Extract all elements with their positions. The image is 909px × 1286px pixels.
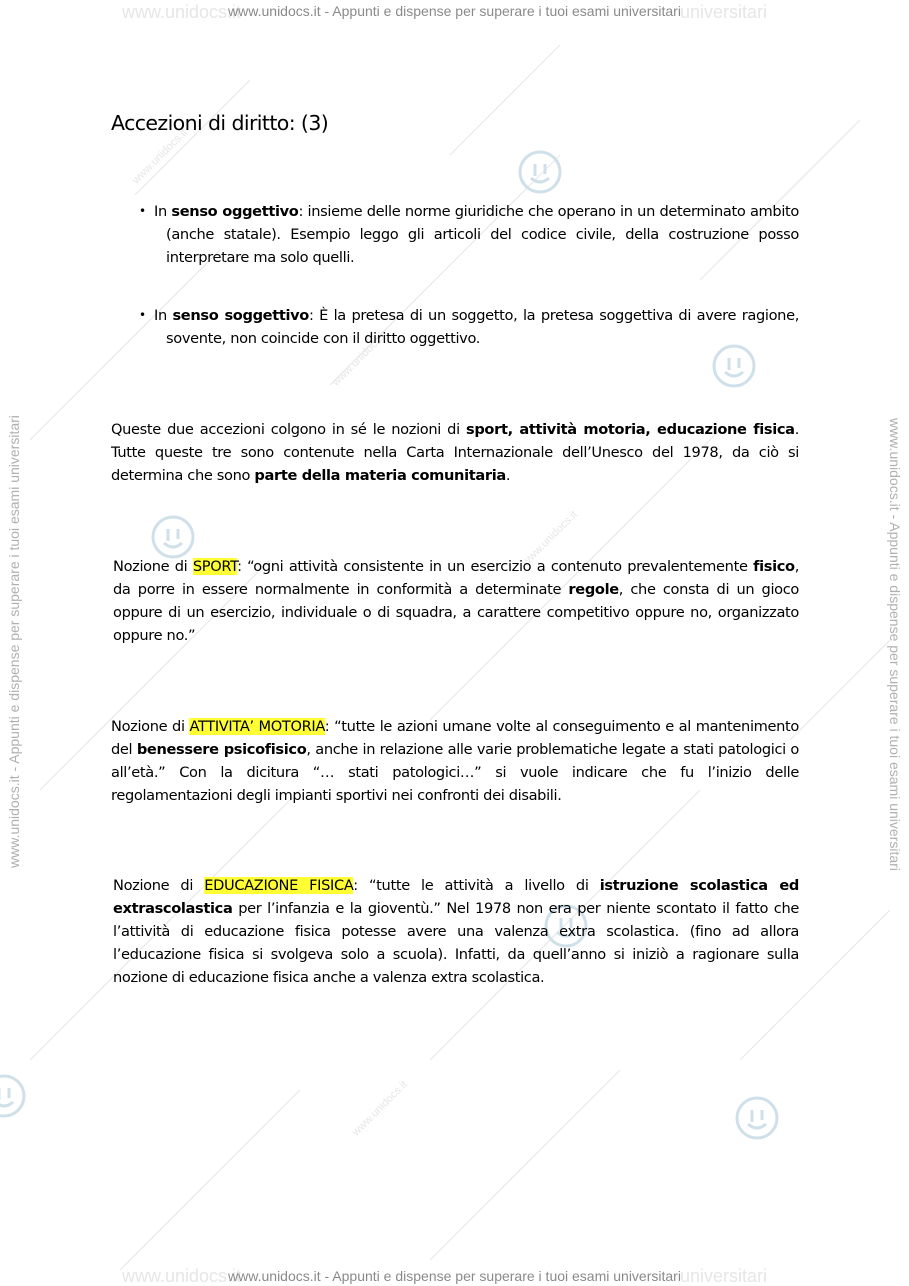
motoria-paragraph bbox=[111, 715, 799, 807]
bullet-body: : insieme delle norme giuridiche che operano in un determinato ambito (anche statale). Esempio leggo gli articoli del codice civile, della costruzione posso interpretare ma solo quelli. bbox=[166, 203, 799, 266]
text-run: Nozione di bbox=[113, 877, 205, 894]
bullet-lead: In bbox=[154, 307, 173, 324]
watermark-diagonal-text: www.unidocs.it bbox=[130, 126, 190, 187]
watermark-banner-top: www.unidocs.it - Appunti e dispense per superare i tuoi esami universitari bbox=[228, 3, 681, 19]
highlighted-term: EDUCAZIONE FISICA bbox=[204, 877, 354, 894]
bullet-marker: • bbox=[139, 308, 146, 322]
educazione-paragraph bbox=[113, 874, 799, 989]
text-run: per l’infanzia e la gioventù.” Nel 1978 non era per niente scontato il fatto che l’attività di educazione fisica potesse avere una valenza extra scolastica. (fino ad allora l’educazione fisica si svolgeva solo a scuola). Infatti, da quell’anno si iniziò a ragionare sulla nozione di educazione fisica anche a valenza extra scolastica. bbox=[113, 900, 799, 986]
bold-run: fisico bbox=[753, 558, 795, 575]
watermark-ghost-left: www.unidocs.it bbox=[122, 2, 242, 22]
watermark-ghost-left-bottom: www.unidocs.it bbox=[122, 1266, 242, 1286]
text-run: Nozione di bbox=[111, 718, 190, 735]
bullet-text bbox=[111, 200, 799, 269]
bullet-lead: In bbox=[154, 203, 172, 220]
text-run: , anche in relazione alle varie problematiche legate a stati patologici o all’età.” Con la dicitura “… stati patologici…” si vuole indicare che fu l’inizio delle regolamentazioni degli impianti sportivi nei confronti dei disabili. bbox=[111, 741, 799, 804]
bold-run: benessere psicofisico bbox=[136, 741, 307, 758]
bold-run: regole bbox=[568, 581, 619, 598]
highlighted-term: ATTIVITA’ MOTORIA bbox=[189, 718, 325, 735]
bullet-term: senso soggettivo bbox=[172, 307, 309, 324]
sport-paragraph bbox=[113, 555, 799, 647]
watermark-diagonal-text: www.unidocs.it bbox=[330, 328, 390, 389]
bullet-text bbox=[111, 304, 799, 350]
watermark-side-left: www.unidocs.it - Appunti e dispense per superare i tuoi esami universitari bbox=[6, 415, 22, 868]
watermark-diagonal-text: www.unidocs.it bbox=[350, 1078, 410, 1139]
text-run: . bbox=[505, 467, 511, 484]
text-run: : “tutte le attività a livello di bbox=[353, 877, 600, 894]
bold-run: istruzione scolastica ed extrascolastica bbox=[113, 877, 799, 917]
bullet-marker: • bbox=[139, 204, 146, 218]
text-run: Nozione di bbox=[113, 558, 193, 575]
text-run: , da porre in essere normalmente in conformità a determinate bbox=[113, 558, 799, 598]
text-run: Queste due accezioni colgono in sé le nozioni di bbox=[111, 421, 466, 438]
bold-run: parte della materia comunitaria bbox=[254, 467, 506, 484]
bullet-senso-oggettivo bbox=[111, 200, 799, 269]
highlighted-term: SPORT bbox=[192, 558, 238, 575]
intro-paragraph bbox=[111, 418, 799, 487]
bullet-senso-soggettivo bbox=[111, 304, 799, 350]
watermark-diagonal-text: www.unidocs.it bbox=[520, 508, 580, 569]
bold-run: sport, attività motoria, educazione fisica bbox=[465, 421, 795, 438]
text-run: : “tutte le azioni umane volte al conseguimento e al mantenimento del bbox=[111, 718, 800, 758]
watermark-ghost-right: universitari bbox=[680, 2, 768, 22]
text-run: , che consta di un gioco oppure di un esercizio, individuale o di squadra, a carattere competitivo oppure no, organizzato oppure no.” bbox=[113, 581, 800, 644]
watermark-ghost-right-bottom: universitari bbox=[680, 1266, 768, 1286]
bullet-body: : È la pretesa di un soggetto, la pretesa soggettiva di avere ragione, sovente, non coincide con il diritto oggettivo. bbox=[166, 307, 799, 347]
page-title: Accezioni di diritto: (3) bbox=[111, 111, 329, 135]
text-run: . Tutte queste tre sono contenute nella Carta Internazionale dell’Unesco del 1978, da ciò si determina che sono bbox=[111, 421, 799, 484]
watermark-banner-bottom: www.unidocs.it - Appunti e dispense per superare i tuoi esami universitari bbox=[228, 1268, 681, 1284]
text-run: : “ogni attività consistente in un esercizio a contenuto prevalentemente bbox=[237, 558, 754, 575]
bullet-term: senso oggettivo bbox=[171, 203, 299, 220]
watermark-side-right: www.unidocs.it - Appunti e dispense per superare i tuoi esami universitari bbox=[887, 418, 903, 871]
